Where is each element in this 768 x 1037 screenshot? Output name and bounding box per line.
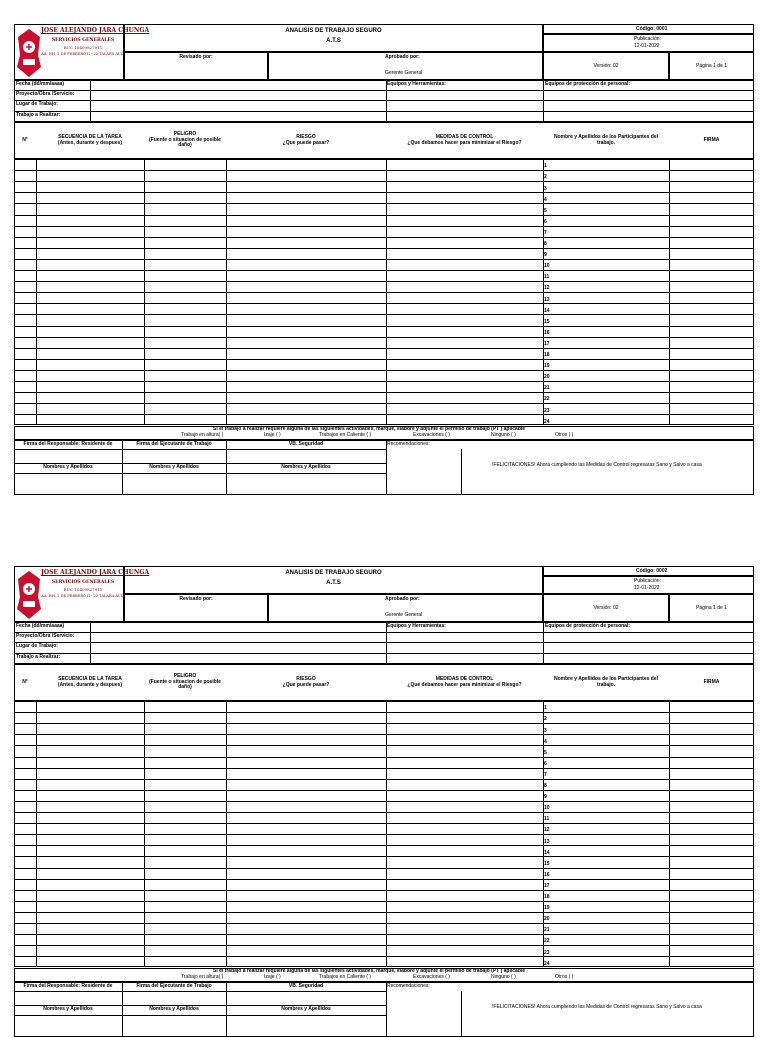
table-row[interactable]: [14, 868, 754, 879]
row-number: 12: [544, 285, 550, 292]
col-firma: FIRMA: [703, 136, 720, 143]
form-title-block: [124, 566, 543, 594]
row-number: 18: [544, 352, 550, 359]
permit-excavaciones[interactable]: Excavaciones ( ): [413, 974, 450, 980]
permit-ninguno[interactable]: Ninguno ( ): [491, 432, 516, 438]
row-number: 13: [544, 838, 550, 845]
permit-izaje[interactable]: Izaje ( ): [264, 974, 281, 980]
table-row[interactable]: [14, 403, 754, 414]
table-row[interactable]: [14, 768, 754, 779]
table-row[interactable]: [14, 237, 754, 248]
table-row[interactable]: [14, 215, 754, 226]
table-row[interactable]: [14, 337, 754, 348]
table-row[interactable]: [14, 701, 754, 712]
row-number: 8: [544, 241, 547, 248]
revisado-label: Revisado por:: [179, 54, 213, 60]
col-secuencia: SECUENCIA DE LA TAREA (Antes, durante y despues): [57, 675, 123, 688]
table-row[interactable]: [14, 790, 754, 801]
table-row[interactable]: [14, 248, 754, 259]
sig-responsable-label: Firma del Responsable: Residente de: [23, 441, 113, 447]
revisado-cell: [124, 594, 268, 622]
pagina-label: Página 1 de 1: [696, 605, 727, 611]
revisado-label: Revisado por:: [179, 596, 213, 602]
version-cell: [543, 52, 669, 80]
col-riesgo: RIESGO ¿Que puede pasar?: [282, 133, 330, 146]
table-row[interactable]: [14, 890, 754, 901]
trabajo-label: Trabajo a Realizar:: [16, 112, 61, 118]
gerente-label: Gerente General: [385, 70, 423, 76]
company-name: JOSE ALEJANDO JARA CHUNGA: [41, 569, 150, 576]
table-row[interactable]: [14, 181, 754, 192]
row-number: 22: [544, 396, 550, 403]
table-row[interactable]: [14, 292, 754, 303]
aprobado-cell: [268, 594, 543, 622]
row-number: 24: [544, 418, 550, 425]
row-number: 1: [544, 163, 547, 170]
company-ruc: RUC 10409827911: [63, 587, 103, 592]
col-n: N°: [22, 678, 28, 685]
permit-excavaciones[interactable]: Excavaciones ( ): [413, 432, 450, 438]
sig-seguridad-label: VB. Seguridad: [288, 441, 324, 447]
pagina-cell: [669, 52, 754, 80]
table-row[interactable]: [14, 359, 754, 370]
table-row[interactable]: [14, 326, 754, 337]
table-row[interactable]: [14, 226, 754, 237]
row-number: 17: [544, 340, 550, 347]
trabajo-label: Trabajo a Realizar:: [16, 654, 61, 660]
table-row[interactable]: [14, 348, 754, 359]
row-number: 13: [544, 296, 550, 303]
table-row[interactable]: [14, 270, 754, 281]
company-logo-block: [14, 24, 150, 80]
form-subtitle: A.T.S: [326, 37, 341, 44]
row-number: 2: [544, 716, 547, 723]
table-row[interactable]: [14, 801, 754, 812]
permits-title: Si el trabajo a realizar requiere alguna de las siguientes actividades, marque, elabore y adjunte el permiso de trabajo (PT ) aplicable: [213, 426, 526, 432]
recomendaciones-label: Recomendaciones:: [387, 441, 430, 447]
publicacion-date: 12-01-2022: [634, 43, 660, 49]
equipos-label: Equipos y Herramientas:: [387, 623, 446, 629]
row-number: 20: [544, 374, 550, 381]
table-row[interactable]: [14, 159, 754, 170]
row-number: 7: [544, 771, 547, 778]
row-number: 5: [544, 749, 547, 756]
aprobado-label: Aprobado por:: [385, 596, 420, 602]
permits-section: [14, 968, 754, 982]
row-number: 16: [544, 329, 550, 336]
row-number: 22: [544, 938, 550, 945]
sig-ejecutante-label: Firma del Ejecutante de Trabajo: [136, 983, 212, 989]
row-number: 17: [544, 882, 550, 889]
permit-caliente[interactable]: Trabajos en Caliente ( ): [319, 432, 372, 438]
col-peligro: PELIGRO (Fuente o situacion de posible daño): [149, 672, 221, 691]
permits-section: [14, 426, 754, 440]
table-row[interactable]: [14, 203, 754, 214]
ats-form: [14, 566, 754, 1037]
epp-label: Equipos de protección de personal:: [545, 81, 631, 87]
company-subtitle: SERVICIOS GENERALES: [51, 38, 115, 43]
table-row[interactable]: [14, 723, 754, 734]
row-number: 16: [544, 871, 550, 878]
row-number: 20: [544, 916, 550, 923]
company-address: AA. HH. 2 DE FEBRERO II - 22 TALARA ALTA: [41, 594, 125, 598]
form-title: ANALISIS DE TRABAJO SEGURO: [285, 570, 382, 576]
company-address: AA. HH. 2 DE FEBRERO II - 22 TALARA ALTA: [41, 52, 125, 56]
company-subtitle: SERVICIOS GENERALES: [51, 580, 115, 585]
permit-altura[interactable]: Trabajo en altura( ): [181, 432, 224, 438]
sig-nombres-1: Nombres y Apellidos: [43, 464, 93, 470]
row-number: 14: [544, 849, 550, 856]
sig-ejecutante-label: Firma del Ejecutante de Trabajo: [136, 441, 212, 447]
row-number: 10: [544, 263, 550, 270]
info-section: [14, 622, 754, 664]
publicacion-cell: [543, 576, 754, 594]
version-label: Versión: 02: [593, 605, 619, 611]
row-number: 15: [544, 318, 550, 325]
table-row[interactable]: [14, 923, 754, 934]
col-firma: FIRMA: [703, 678, 720, 685]
row-number: 5: [544, 207, 547, 214]
sig-responsable-label: Firma del Responsable: Residente de: [23, 983, 113, 989]
codigo-label: Código: 0002: [636, 568, 668, 574]
form-title: ANALISIS DE TRABAJO SEGURO: [285, 28, 382, 34]
row-number: 7: [544, 229, 547, 236]
table-row[interactable]: [14, 192, 754, 203]
table-row[interactable]: [14, 879, 754, 890]
table-row[interactable]: [14, 912, 754, 923]
fecha-label: Fecha (dd/mm/aaaa): [16, 81, 65, 87]
row-number: 24: [544, 960, 550, 967]
col-secuencia: SECUENCIA DE LA TAREA (Antes, durante y despues): [57, 133, 123, 146]
table-row[interactable]: [14, 956, 754, 967]
col-medidas: MEDIDAS DE CONTROL ¿Que debamos hacer para minimizar el Riesgo?: [407, 133, 522, 146]
gerente-label: Gerente General: [385, 612, 423, 618]
permit-caliente[interactable]: Trabajos en Caliente ( ): [319, 974, 372, 980]
table-row[interactable]: [14, 381, 754, 392]
sig-nombres-1: Nombres y Apellidos: [43, 1006, 93, 1012]
lugar-label: Lugar de Trabajo:: [16, 101, 58, 107]
row-number: 11: [544, 274, 550, 281]
sig-nombres-3: Nombres y Apellidos: [281, 464, 331, 470]
row-number: 6: [544, 218, 547, 225]
codigo-label: Código: 0001: [636, 26, 668, 32]
row-number: 21: [544, 927, 550, 934]
table-row[interactable]: [14, 845, 754, 856]
row-number: 3: [544, 727, 547, 734]
table-row[interactable]: [14, 392, 754, 403]
pagina-label: Página 1 de 1: [696, 63, 727, 69]
permit-otros[interactable]: Otros ( ): [555, 432, 574, 438]
table-row[interactable]: [14, 745, 754, 756]
table-row[interactable]: [14, 414, 754, 425]
form-subtitle: A.T.S: [326, 579, 341, 586]
company-ruc: RUC 10409827911: [63, 45, 103, 50]
row-number: 19: [544, 905, 550, 912]
table-row[interactable]: [14, 779, 754, 790]
row-number: 18: [544, 894, 550, 901]
table-row[interactable]: [14, 945, 754, 956]
row-number: 6: [544, 760, 547, 767]
table-row[interactable]: [14, 259, 754, 270]
col-participantes: Nombre y Apellidos de los Participantes del trabajo.: [553, 675, 658, 688]
table-row[interactable]: [14, 934, 754, 945]
row-number: 12: [544, 827, 550, 834]
table-row[interactable]: [14, 823, 754, 834]
permit-altura[interactable]: Trabajo en altura( ): [181, 974, 224, 980]
col-participantes: Nombre y Apellidos de los Participantes del trabajo.: [553, 133, 658, 146]
company-seal-icon: [16, 27, 42, 79]
table-row[interactable]: [14, 303, 754, 314]
recomendaciones-label: Recomendaciones:: [387, 983, 430, 989]
row-number: 11: [544, 816, 550, 823]
version-label: Versión: 02: [593, 63, 619, 69]
publicacion-label: Publicación:: [634, 36, 661, 42]
row-number: 2: [544, 174, 547, 181]
table-row[interactable]: [14, 856, 754, 867]
table-row[interactable]: [14, 370, 754, 381]
codigo-cell: [543, 566, 754, 576]
epp-label: Equipos de protección de personal:: [545, 623, 631, 629]
sig-nombres-2: Nombres y Apellidos: [149, 1006, 199, 1012]
company-logo-block: [14, 566, 150, 622]
pagina-cell: [669, 594, 754, 622]
row-number: 15: [544, 860, 550, 867]
publicacion-date: 12-01-2022: [634, 585, 660, 591]
permit-izaje[interactable]: Izaje ( ): [264, 432, 281, 438]
sig-nombres-3: Nombres y Apellidos: [281, 1006, 331, 1012]
row-number: 9: [544, 794, 547, 801]
company-seal-icon: [16, 569, 42, 621]
proyecto-label: Proyecto/Obra /Servicio:: [16, 91, 75, 97]
table-row[interactable]: [14, 314, 754, 325]
aprobado-cell: [268, 52, 543, 80]
table-row[interactable]: [14, 712, 754, 723]
table-row[interactable]: [14, 281, 754, 292]
revisado-cell: [124, 52, 268, 80]
row-number: 8: [544, 783, 547, 790]
col-peligro: PELIGRO (Fuente o situacion de posible daño): [149, 130, 221, 149]
col-n: N°: [22, 136, 28, 143]
table-row[interactable]: [14, 757, 754, 768]
row-number: 4: [544, 196, 547, 203]
col-medidas: MEDIDAS DE CONTROL ¿Que debamos hacer para minimizar el Riesgo?: [407, 675, 522, 688]
company-name: JOSE ALEJANDO JARA CHUNGA: [41, 27, 150, 34]
permit-otros[interactable]: Otros ( ): [555, 974, 574, 980]
row-number: 4: [544, 738, 547, 745]
table-row[interactable]: [14, 901, 754, 912]
lugar-label: Lugar de Trabajo:: [16, 643, 58, 649]
table-row[interactable]: [14, 734, 754, 745]
felicitaciones-message: !FELICITACIONES! Ahora cumpliendo las Medidas de Control regresaras Sano y Salvo a casa: [492, 462, 702, 468]
row-number: 10: [544, 805, 550, 812]
aprobado-label: Aprobado por:: [385, 54, 420, 60]
row-number: 23: [544, 407, 550, 414]
felicitaciones-message: !FELICITACIONES! Ahora cumpliendo las Medidas de Control regresaras Sano y Salvo a casa: [492, 1004, 702, 1010]
publicacion-cell: [543, 34, 754, 52]
sig-seguridad-label: VB. Seguridad: [288, 983, 324, 989]
fecha-label: Fecha (dd/mm/aaaa): [16, 623, 65, 629]
version-cell: [543, 594, 669, 622]
table-row[interactable]: [14, 812, 754, 823]
form-title-block: [124, 24, 543, 52]
permit-ninguno[interactable]: Ninguno ( ): [491, 974, 516, 980]
row-number: 9: [544, 252, 547, 259]
codigo-cell: [543, 24, 754, 34]
proyecto-label: Proyecto/Obra /Servicio:: [16, 633, 75, 639]
row-number: 23: [544, 949, 550, 956]
row-number: 3: [544, 185, 547, 192]
row-number: 14: [544, 307, 550, 314]
ats-form: [14, 24, 754, 495]
sig-nombres-2: Nombres y Apellidos: [149, 464, 199, 470]
table-row[interactable]: [14, 170, 754, 181]
publicacion-label: Publicación:: [634, 578, 661, 584]
row-number: 21: [544, 385, 550, 392]
col-riesgo: RIESGO ¿Que puede pasar?: [282, 675, 330, 688]
permits-title: Si el trabajo a realizar requiere alguna de las siguientes actividades, marque, elabore y adjunte el permiso de trabajo (PT ) aplicable: [213, 968, 526, 974]
equipos-label: Equipos y Herramientas:: [387, 81, 446, 87]
row-number: 1: [544, 705, 547, 712]
info-section: [14, 80, 754, 122]
row-number: 19: [544, 363, 550, 370]
table-row[interactable]: [14, 834, 754, 845]
